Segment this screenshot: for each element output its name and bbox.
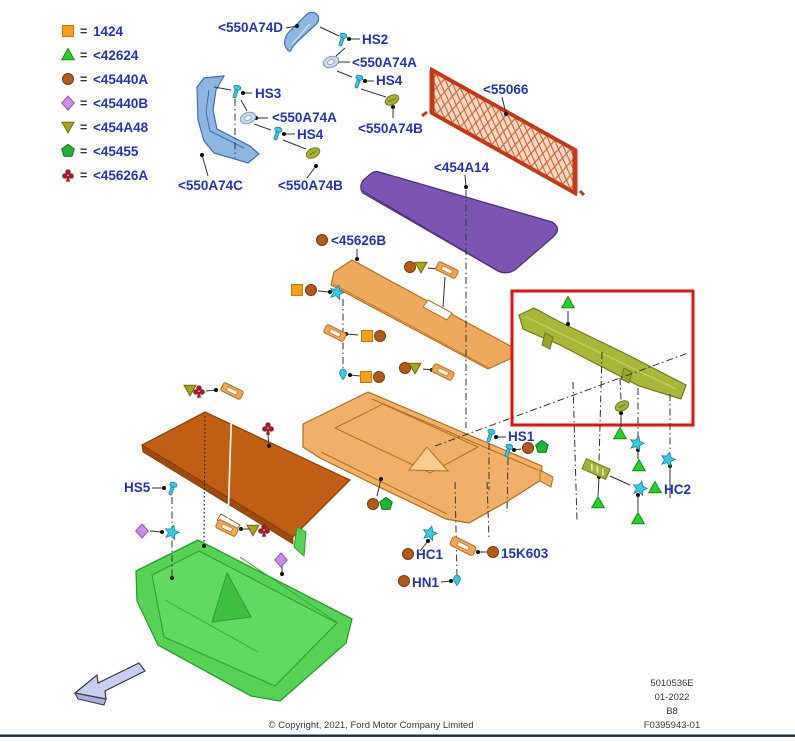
part-label-45626B: <45626B — [331, 233, 387, 248]
copyright-text: © Copyright, 2021, Ford Motor Company Limited — [268, 720, 474, 731]
sill-trim-part — [519, 308, 686, 399]
part-label-550A74B-upper: <550A74B — [358, 121, 423, 136]
marker-olive-clip-icon — [613, 399, 630, 414]
leader-line — [336, 48, 345, 56]
legend-label-454A48: <454A48 — [93, 120, 149, 135]
legend-eq-sign: = — [80, 96, 88, 111]
marker-clip-icon — [632, 479, 649, 496]
marker-square-icon — [63, 26, 74, 37]
marker-bracket-lg-icon — [449, 536, 477, 556]
marker-ring-icon — [239, 110, 258, 126]
marker-square-icon — [292, 285, 303, 296]
marker-triangle-up-icon — [633, 460, 646, 471]
marker-olive-clip-icon — [304, 146, 321, 161]
marker-diamond-icon — [275, 553, 288, 567]
marker-circle-icon — [488, 547, 499, 558]
strap-550A74D-part — [285, 12, 319, 51]
doc-rev: B8 — [666, 706, 678, 717]
part-label-550A74A-lower: <550A74A — [272, 110, 337, 125]
marker-clip-icon — [660, 450, 677, 467]
marker-square-icon — [361, 372, 372, 383]
leader-line — [254, 124, 271, 130]
marker-circle-icon — [375, 331, 386, 342]
part-label-HS3: HS3 — [255, 86, 282, 101]
marker-triangle-up-icon — [614, 428, 627, 439]
legend-label-1424: 1424 — [93, 24, 124, 39]
leader-line — [598, 477, 599, 496]
marker-circle-icon — [400, 363, 411, 374]
legend-label-45626A: <45626A — [93, 168, 149, 183]
leader-line — [241, 100, 247, 111]
legend-eq-sign: = — [80, 168, 88, 183]
marker-square-icon — [362, 331, 373, 342]
marker-screw-icon — [272, 126, 283, 140]
part-label-550A74D: <550A74D — [218, 20, 283, 35]
leader-line — [202, 155, 208, 176]
marker-bracket-icon — [435, 261, 459, 279]
part-label-HS5: HS5 — [124, 480, 151, 495]
rear-panel-part — [361, 171, 558, 272]
legend — [62, 24, 149, 183]
marker-pentagon-icon — [62, 144, 75, 156]
marker-screw-icon — [485, 428, 496, 442]
marker-clip-icon — [164, 523, 181, 540]
leader-line — [443, 277, 445, 307]
leader-line — [573, 382, 577, 522]
part-label-15K603: 15K603 — [501, 546, 549, 561]
marker-ring-icon — [322, 54, 341, 70]
marker-clip-icon — [422, 524, 439, 541]
marker-circle-icon — [368, 499, 379, 510]
doc-code: 5010536E — [650, 678, 694, 689]
doc-date: 01-2022 — [654, 692, 690, 703]
marker-triangle-up-icon — [592, 497, 605, 508]
legend-label-45440B: <45440B — [93, 96, 149, 111]
marker-circle-icon — [403, 549, 414, 560]
marker-triangle-up-icon — [649, 482, 662, 493]
part-label-HS2: HS2 — [362, 32, 389, 47]
bottom-rule — [0, 735, 795, 737]
leader-line — [361, 89, 386, 97]
marker-olive-strip-icon — [582, 459, 610, 480]
front-direction-arrow — [75, 663, 145, 705]
marker-club-icon — [62, 169, 74, 182]
marker-screw-icon — [231, 84, 242, 98]
part-label-454A14: <454A14 — [434, 160, 490, 175]
leader-line — [599, 352, 602, 462]
marker-circle-icon — [306, 285, 317, 296]
leader-line — [610, 476, 630, 485]
legend-eq-sign: = — [80, 72, 88, 87]
marker-club-icon — [262, 422, 274, 435]
leader-line — [337, 71, 352, 77]
marker-pentagon-icon — [380, 497, 393, 509]
marker-circle-icon — [399, 576, 410, 587]
marker-triangle-down-icon — [62, 122, 74, 133]
shelf-panel-part — [331, 260, 512, 369]
part-label-HN1: HN1 — [412, 575, 440, 590]
legend-label-45455: <45455 — [93, 144, 139, 159]
marker-teardrop-icon — [340, 369, 347, 379]
part-label-HS1: HS1 — [508, 429, 535, 444]
marker-screw-icon — [353, 74, 364, 88]
part-label-55066: <55066 — [483, 82, 529, 97]
legend-eq-sign: = — [80, 24, 88, 39]
legend-eq-sign: = — [80, 120, 88, 135]
marker-triangle-down-icon — [415, 262, 427, 273]
marker-triangle-up-icon — [632, 513, 645, 524]
marker-circle-icon — [523, 443, 534, 454]
part-label-550A74C: <550A74C — [178, 178, 243, 193]
marker-circle-icon — [317, 235, 328, 246]
package-tray-part — [303, 392, 553, 523]
leader-line — [620, 378, 621, 400]
storage-bin-part — [136, 527, 352, 701]
legend-eq-sign: = — [80, 48, 88, 63]
marker-teardrop-icon — [454, 575, 461, 585]
marker-diamond-icon — [136, 524, 149, 538]
legend-eq-sign: = — [80, 144, 88, 159]
part-label-HS4-upper: HS4 — [376, 73, 403, 88]
part-label-550A74A-upper: <550A74A — [352, 55, 417, 70]
marker-diamond-icon — [62, 96, 75, 110]
marker-bracket-icon — [323, 324, 347, 342]
marker-bracket-icon — [220, 382, 244, 400]
legend-label-45440A: <45440A — [93, 72, 149, 87]
marker-triangle-up-icon — [562, 297, 575, 308]
marker-pentagon-icon — [536, 440, 549, 452]
part-label-HC1: HC1 — [416, 547, 444, 562]
legend-label-42624: <42624 — [93, 48, 139, 63]
marker-screw-icon — [337, 32, 348, 46]
marker-circle-icon — [405, 262, 416, 273]
marker-circle-icon — [374, 372, 385, 383]
marker-screw-icon — [167, 481, 178, 495]
doc-number: F0395943-01 — [643, 720, 701, 731]
marker-triangle-down-icon — [247, 525, 259, 536]
part-label-550A74B-lower: <550A74B — [278, 178, 343, 193]
part-label-HC2: HC2 — [664, 482, 692, 497]
part-label-HS4-lower: HS4 — [297, 127, 324, 142]
leader-line — [320, 27, 339, 36]
leader-line — [307, 166, 316, 178]
marker-triangle-up-icon — [62, 49, 75, 60]
marker-circle-icon — [63, 74, 74, 85]
marker-olive-clip-icon — [383, 93, 400, 108]
marker-bracket-icon — [431, 363, 455, 381]
